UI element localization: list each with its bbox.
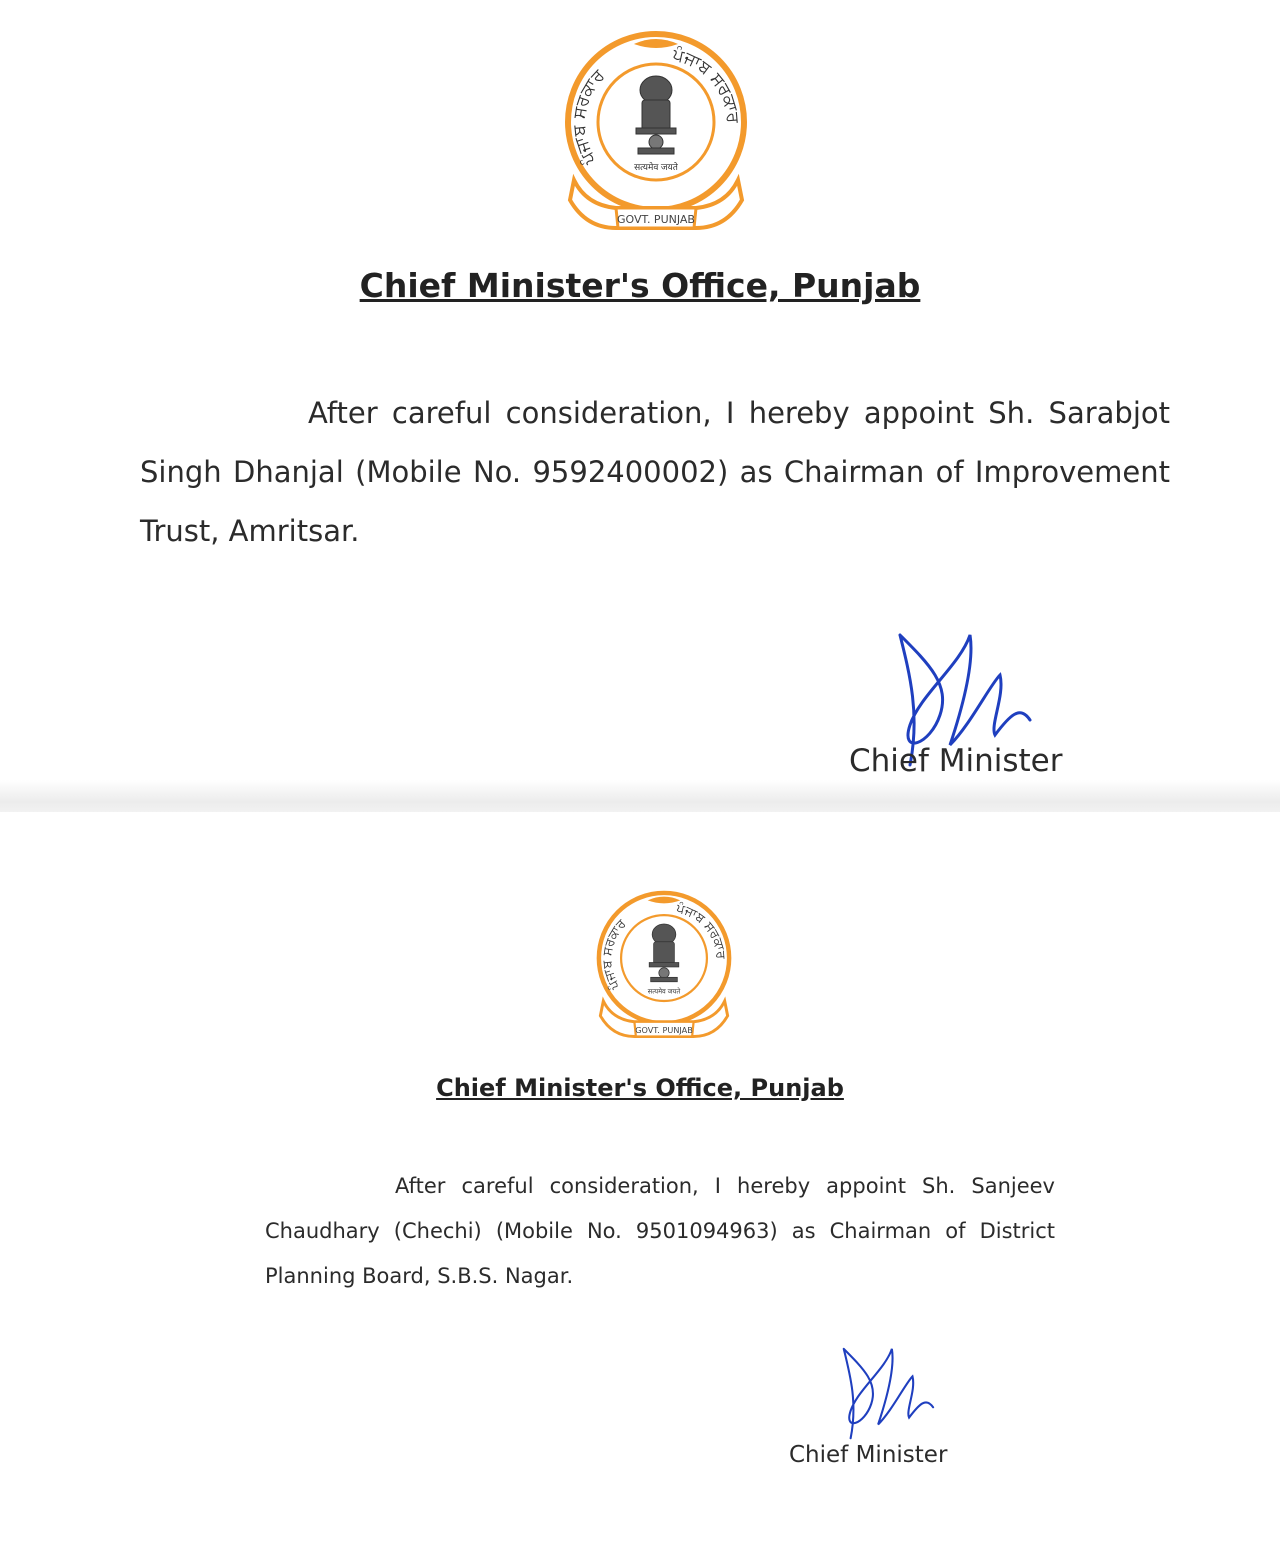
seal-ribbon-text: GOVT. PUNJAB <box>635 1024 693 1035</box>
seal-motto: सत्यमेव जयते <box>634 162 678 172</box>
punjab-govt-seal <box>590 890 738 1038</box>
signature-label: Chief Minister <box>789 1442 948 1468</box>
seal-top-text: ਪੰਜਾਬ ਸਰਕਾਰ <box>599 915 629 993</box>
body-line: Singh Dhanjal (Mobile No. 9592400002) as Chairman of Improvement <box>140 455 1170 489</box>
svg-text:ਪੰਜਾਬ ਸਰਕਾਰ <box>599 915 629 993</box>
seal-top-text: ਪੰਜਾਬ ਸਰਕਾਰ <box>569 65 609 168</box>
seal-ribbon-text: GOVT. PUNJAB <box>617 213 695 226</box>
svg-text:ਪੰਜਾਬ ਸਰਕਾਰ: ਪੰਜਾਬ ਸਰਕਾਰ <box>670 45 743 124</box>
appointment-text <box>140 384 1170 561</box>
body-line: After careful consideration, I hereby appoint Sh. Sanjeev <box>395 1174 1055 1198</box>
body-line: Chaudhary (Chechi) (Mobile No. 9501094963) as Chairman of District <box>265 1219 1055 1243</box>
svg-text:ਪੰਜਾਬ ਸਰਕਾਰ: ਪੰਜਾਬ ਸਰਕਾਰ <box>675 900 730 960</box>
seal-motto: सत्यमेव जयते <box>647 988 681 996</box>
body-line: After careful consideration, I hereby appoint Sh. Sarabjot <box>308 396 1170 430</box>
page-title: Chief Minister's Office, Punjab <box>436 1074 844 1102</box>
appointment-text <box>265 1164 1055 1299</box>
letter-2 <box>0 812 1280 1550</box>
punjab-govt-seal <box>556 30 756 230</box>
body-line: Trust, Amritsar. <box>140 514 360 548</box>
body-line: Planning Board, S.B.S. Nagar. <box>265 1264 574 1288</box>
page-title: Chief Minister's Office, Punjab <box>359 266 921 305</box>
signature <box>830 1342 940 1452</box>
signature-label: Chief Minister <box>849 743 1063 779</box>
